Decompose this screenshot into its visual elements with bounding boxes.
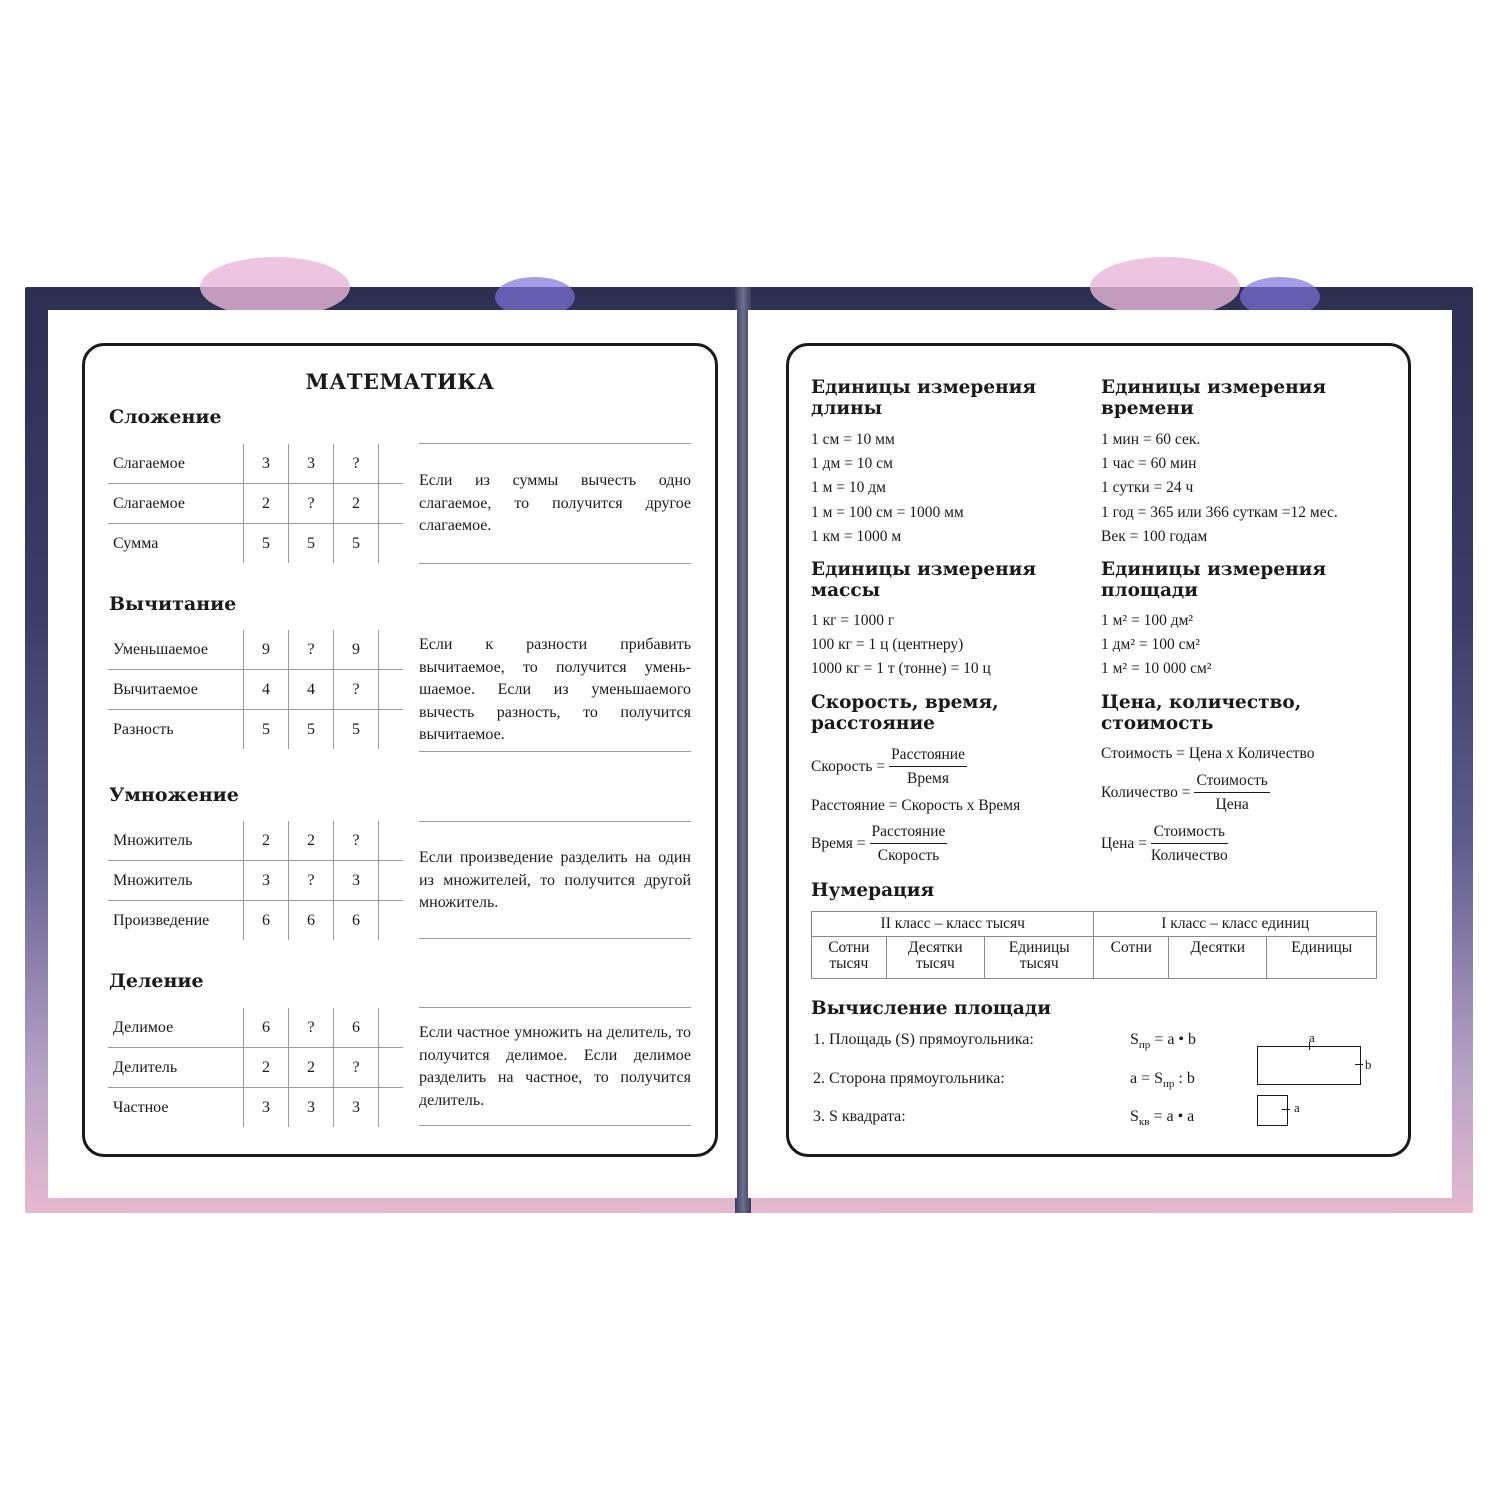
table-cell-value: 5 <box>244 710 289 750</box>
formula-lhs: Цена = <box>1101 835 1147 853</box>
table-cell-value: 6 <box>289 901 334 941</box>
fraction-numerator: Стоимость <box>1151 822 1228 844</box>
list-item: 1 час = 60 мин <box>1101 455 1197 473</box>
fraction-numerator: Расстояние <box>889 745 967 767</box>
length-units-title <box>811 377 1036 419</box>
table-cell-label: Делитель <box>108 1048 244 1088</box>
table-cell-value: 3 <box>244 861 289 901</box>
area-line-2-label: 2. Сторона прямоугольника: <box>813 1070 1005 1087</box>
table-row <box>108 1088 403 1128</box>
table-row <box>108 710 403 750</box>
numeration-title: Нумерация <box>811 880 935 901</box>
formula-symbol: S <box>1130 1031 1139 1048</box>
table-cell-pad <box>379 1088 404 1128</box>
table-cell-pad <box>379 670 404 710</box>
square-label-a: a <box>1294 1100 1300 1115</box>
table-cell-pad <box>379 524 404 564</box>
title-line: Скорость, время, <box>811 692 999 713</box>
rule-line <box>419 443 691 444</box>
table-cell-value: 5 <box>334 710 379 750</box>
table-cell-pad <box>379 1008 404 1048</box>
rule-line <box>419 938 691 939</box>
list-item: 100 кг = 1 ц (центнеру) <box>811 636 964 654</box>
page-title: МАТЕМАТИКА <box>305 369 495 394</box>
division-rule-text: Если частное умножить на делитель, то получится делимое. Если делимое разделить на частное, то получится делитель. <box>419 1024 691 1109</box>
table-cell-value: 3 <box>244 444 289 484</box>
table-cell-value: ? <box>289 484 334 524</box>
table-cell-value: ? <box>289 1008 334 1048</box>
rule-line <box>419 751 691 752</box>
fraction <box>1151 822 1228 867</box>
table-cell-value: 3 <box>289 1088 334 1128</box>
area-line-1-formula <box>1130 1031 1196 1051</box>
table-cell-value: 5 <box>334 524 379 564</box>
table-cell <box>812 937 887 979</box>
title-line: длины <box>811 398 883 419</box>
table-cell-label: Частное <box>113 1098 169 1116</box>
list-item: 1 м = 10 дм <box>811 479 886 497</box>
title-line: Цена, количество, <box>1101 692 1302 713</box>
cell-line: тысяч <box>915 955 955 972</box>
table-cell: Десятки <box>1169 937 1267 979</box>
table-cell-value: ? <box>289 861 334 901</box>
table-cell-pad <box>379 821 404 861</box>
fraction <box>889 745 967 790</box>
table-cell-pad <box>379 484 404 524</box>
class-thousands-header: II класс – класс тысяч <box>812 912 1094 937</box>
list-item: 1 мин = 60 сек. <box>1101 431 1201 448</box>
title-line: времени <box>1101 398 1194 419</box>
table-cell-value: 2 <box>289 1048 334 1088</box>
fraction-denominator: Цена <box>1215 796 1249 813</box>
title-line: расстояние <box>811 713 935 734</box>
rectangle-diagram <box>1257 1046 1361 1085</box>
table-row <box>108 821 403 861</box>
fraction-numerator: Стоимость <box>1194 771 1269 793</box>
table-cell-value: 3 <box>289 444 334 484</box>
table-cell: Сотни <box>1094 937 1169 979</box>
table-cell-pad <box>379 861 404 901</box>
formula-lhs: Время = <box>811 835 866 853</box>
section-title-division: Деление <box>109 970 204 992</box>
speed-title <box>811 692 999 734</box>
rectangle-label-b: b <box>1365 1057 1372 1072</box>
list-item: 1 м² = 10 000 см² <box>1101 660 1212 678</box>
section-title-addition: Сложение <box>109 406 222 428</box>
cell-line: тысяч <box>829 955 869 972</box>
formula-rest: = a • b <box>1150 1031 1197 1048</box>
table-cell-label: Разность <box>113 720 174 738</box>
table-cell-value: 5 <box>289 710 334 750</box>
distance-formula: Расстояние = Скорость х Время <box>811 797 1021 814</box>
division-table <box>108 1008 403 1127</box>
list-item: 1 см = 10 мм <box>811 431 895 448</box>
cell-line: Единицы <box>1008 939 1070 956</box>
title-line: стоимость <box>1101 713 1214 734</box>
area-line-3-formula <box>1130 1108 1194 1128</box>
mass-units-list <box>811 609 991 682</box>
table-cell-value: 5 <box>244 524 289 564</box>
cost-formula: Стоимость = Цена х Количество <box>1101 745 1315 762</box>
table-cell <box>984 937 1093 979</box>
table-cell-value: 6 <box>334 901 379 941</box>
table-cell-value: 2 <box>244 1048 289 1088</box>
table-cell-value: 5 <box>289 524 334 564</box>
subtraction-rule-text: Если к разности прибавить вычитаемое, то получится уменьшаемое. Если из уменьшаемого вычесть разность, то получится вычитаемое. <box>419 636 691 743</box>
table-cell-value: 2 <box>334 484 379 524</box>
table-cell-value: 4 <box>244 670 289 710</box>
area-calc-title: Вычисление площади <box>811 998 1051 1019</box>
title-line: Единицы измерения <box>811 559 1037 580</box>
class-units-header: I класс – класс единиц <box>1094 912 1377 937</box>
section-title-multiplication: Умножение <box>109 784 239 806</box>
multiplication-table <box>108 821 403 940</box>
list-item: 1 сутки = 24 ч <box>1101 479 1194 497</box>
table-cell-label: Делимое <box>108 1008 244 1048</box>
list-item: 1 дм² = 100 см² <box>1101 636 1200 654</box>
time-units-title <box>1101 377 1326 419</box>
multiplication-rule-text: Если произведение разделить на один из множителей, то получится другой множитель. <box>419 849 691 911</box>
rectangle-label-a: a <box>1309 1030 1315 1045</box>
formula-subscript: пр <box>1138 1039 1151 1052</box>
numeration-table <box>811 911 1377 979</box>
square-tick <box>1282 1109 1290 1110</box>
formula-symbol: a = S <box>1130 1070 1164 1087</box>
table-cell-value: 6 <box>244 901 289 941</box>
fraction-denominator: Время <box>907 770 949 787</box>
speed-formula <box>811 745 967 790</box>
table-cell-value: 9 <box>244 630 289 670</box>
table-row <box>108 1048 403 1088</box>
table-cell-label: Уменьшаемое <box>108 630 244 670</box>
cell-line: тысяч <box>1019 955 1059 972</box>
table-row <box>108 444 403 484</box>
table-cell-pad <box>379 901 404 941</box>
table-cell-value: ? <box>334 444 379 484</box>
fraction-denominator: Скорость <box>877 847 940 864</box>
rule-line <box>419 1007 691 1008</box>
title-line: массы <box>811 580 881 601</box>
table-cell-value: 3 <box>334 861 379 901</box>
title-line: Единицы измерения <box>1101 377 1327 398</box>
rectangle-tick <box>1355 1064 1363 1065</box>
addition-rule-text: Если из суммы вычесть одно слагаемое, то получится другое слагаемое. <box>419 472 691 534</box>
table-cell-label: Слагаемое <box>108 444 244 484</box>
area-line-1-label: 1. Площадь (S) прямоугольника: <box>813 1031 1034 1048</box>
list-item: 1 дм = 10 см <box>811 455 893 473</box>
rule-line <box>419 1125 691 1126</box>
quantity-formula <box>1101 771 1270 816</box>
table-cell-value: ? <box>334 821 379 861</box>
table-cell-value: ? <box>334 670 379 710</box>
formula-subscript: кв <box>1138 1116 1150 1129</box>
subtraction-table <box>108 630 403 749</box>
table-cell-value: 2 <box>289 821 334 861</box>
square-diagram <box>1257 1095 1288 1126</box>
table-row <box>108 901 403 941</box>
cover-decoration <box>200 257 350 317</box>
table-cell-value: 3 <box>244 1088 289 1128</box>
mass-units-title <box>811 559 1036 601</box>
fraction-numerator: Расстояние <box>870 822 948 844</box>
formula-lhs: Количество = <box>1101 784 1191 802</box>
table-row <box>108 524 403 564</box>
formula-rest: : b <box>1174 1070 1195 1087</box>
table-cell-value: 4 <box>289 670 334 710</box>
table-cell-label: Сумма <box>113 534 159 552</box>
list-item: Век = 100 годам <box>1101 527 1208 545</box>
table-cell-label: Вычитаемое <box>108 670 244 710</box>
cell-line: Сотни <box>828 939 870 956</box>
table-row <box>108 861 403 901</box>
title-line: Единицы измерения <box>811 377 1037 398</box>
table-cell-label: Множитель <box>108 861 244 901</box>
table-row <box>108 1008 403 1048</box>
table-row <box>108 484 403 524</box>
table-cell <box>886 937 984 979</box>
cell-line: Десятки <box>908 939 963 956</box>
table-cell-pad <box>379 710 404 750</box>
table-cell-label: Слагаемое <box>108 484 244 524</box>
fraction <box>870 822 948 867</box>
cover-decoration <box>1090 257 1240 317</box>
area-line-2-formula <box>1130 1070 1195 1090</box>
list-item: 1 м² = 100 дм² <box>1101 612 1194 629</box>
price-formula <box>1101 822 1228 867</box>
rule-line <box>419 563 691 564</box>
table-row <box>108 670 403 710</box>
area-units-title <box>1101 559 1326 601</box>
price-title <box>1101 692 1301 734</box>
table-cell-value: 3 <box>334 1088 379 1128</box>
table-cell-value: ? <box>289 630 334 670</box>
table-cell-value: 2 <box>244 484 289 524</box>
time-formula <box>811 822 947 867</box>
title-line: Единицы измерения <box>1101 559 1327 580</box>
table-cell-pad <box>379 630 404 670</box>
table-cell-value: ? <box>334 1048 379 1088</box>
formula-symbol: S <box>1130 1108 1139 1125</box>
table-cell-pad <box>379 1048 404 1088</box>
list-item: 1 км = 1000 м <box>811 527 902 545</box>
table-cell: Единицы <box>1267 937 1377 979</box>
table-cell-value: 2 <box>244 821 289 861</box>
table-cell-value: 9 <box>334 630 379 670</box>
length-units-list <box>811 428 964 549</box>
formula-lhs: Скорость = <box>811 758 886 776</box>
fraction <box>1194 771 1269 816</box>
title-line: площади <box>1101 580 1198 601</box>
table-cell-value: 6 <box>244 1008 289 1048</box>
table-cell-value: 6 <box>334 1008 379 1048</box>
time-units-list <box>1101 428 1338 549</box>
section-title-subtraction: Вычитание <box>109 593 237 615</box>
formula-rest: = a • a <box>1149 1108 1195 1125</box>
list-item: 1000 кг = 1 т (тонне) = 10 ц <box>811 660 991 678</box>
list-item: 1 м = 100 см = 1000 мм <box>811 503 964 521</box>
list-item: 1 кг = 1000 г <box>811 612 895 629</box>
addition-table <box>108 444 403 563</box>
area-line-3-label: 3. S квадрата: <box>813 1108 906 1125</box>
list-item: 1 год = 365 или 366 суткам =12 мес. <box>1101 503 1338 521</box>
rule-line <box>419 821 691 822</box>
fraction-denominator: Количество <box>1150 847 1228 864</box>
table-cell-label: Множитель <box>108 821 244 861</box>
table-cell-label: Произведение <box>113 911 210 929</box>
table-row <box>812 937 1377 979</box>
table-row <box>108 630 403 670</box>
table-cell-pad <box>379 444 404 484</box>
formula-subscript: пр <box>1163 1078 1175 1091</box>
area-units-list <box>1101 609 1211 682</box>
table-row <box>812 912 1377 937</box>
